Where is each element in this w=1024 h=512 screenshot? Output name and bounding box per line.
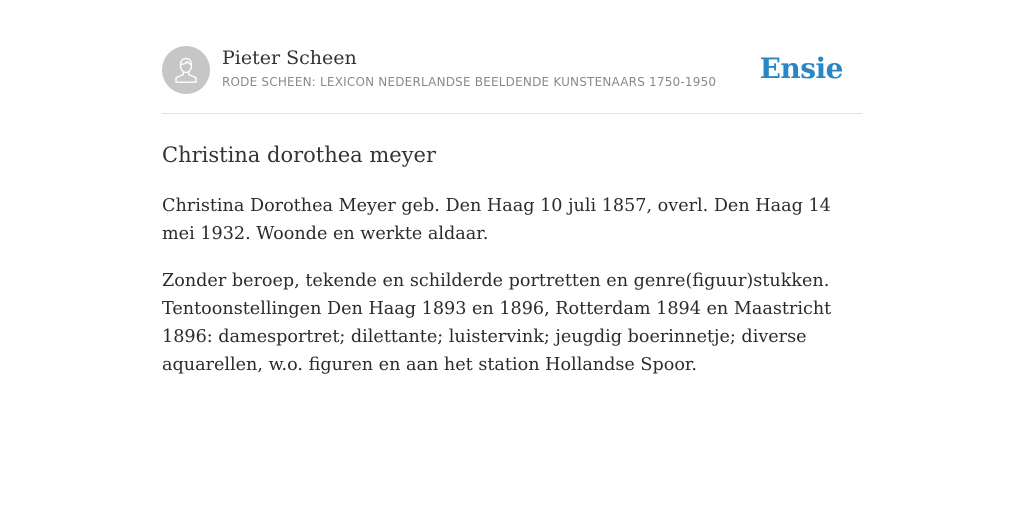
entry-paragraph-1: Christina Dorothea Meyer geb. Den Haag 10 juli 1857, overl. Den Haag 14 mei 1932. Woonde en werkte aldaar. [162,196,831,244]
entry-card [162,46,862,379]
user-silhouette-icon [162,46,210,94]
entry-header [162,46,862,114]
ensie-logo[interactable]: Ensie [759,52,843,85]
source-title[interactable]: RODE SCHEEN: LEXICON NEDERLANDSE BEELDENDE KUNSTENAARS 1750-1950 [222,75,717,89]
entry-paragraph-2: Zonder beroep, tekende en schilderde portretten en genre(figuur)stukken. Tentoonstellingen Den Haag 1893 en 1896, Rotterdam 1894 en Maastricht 1896: damesportret; dilettante; luistervink; jeugdig boerinnetje; diverse aquarellen, w.o. figuren en aan het station Hollandse Spoor. [162,271,832,375]
entry-title: Christina dorothea meyer [162,143,437,167]
author-avatar[interactable] [162,46,210,94]
author-name[interactable]: Pieter Scheen [222,47,357,69]
